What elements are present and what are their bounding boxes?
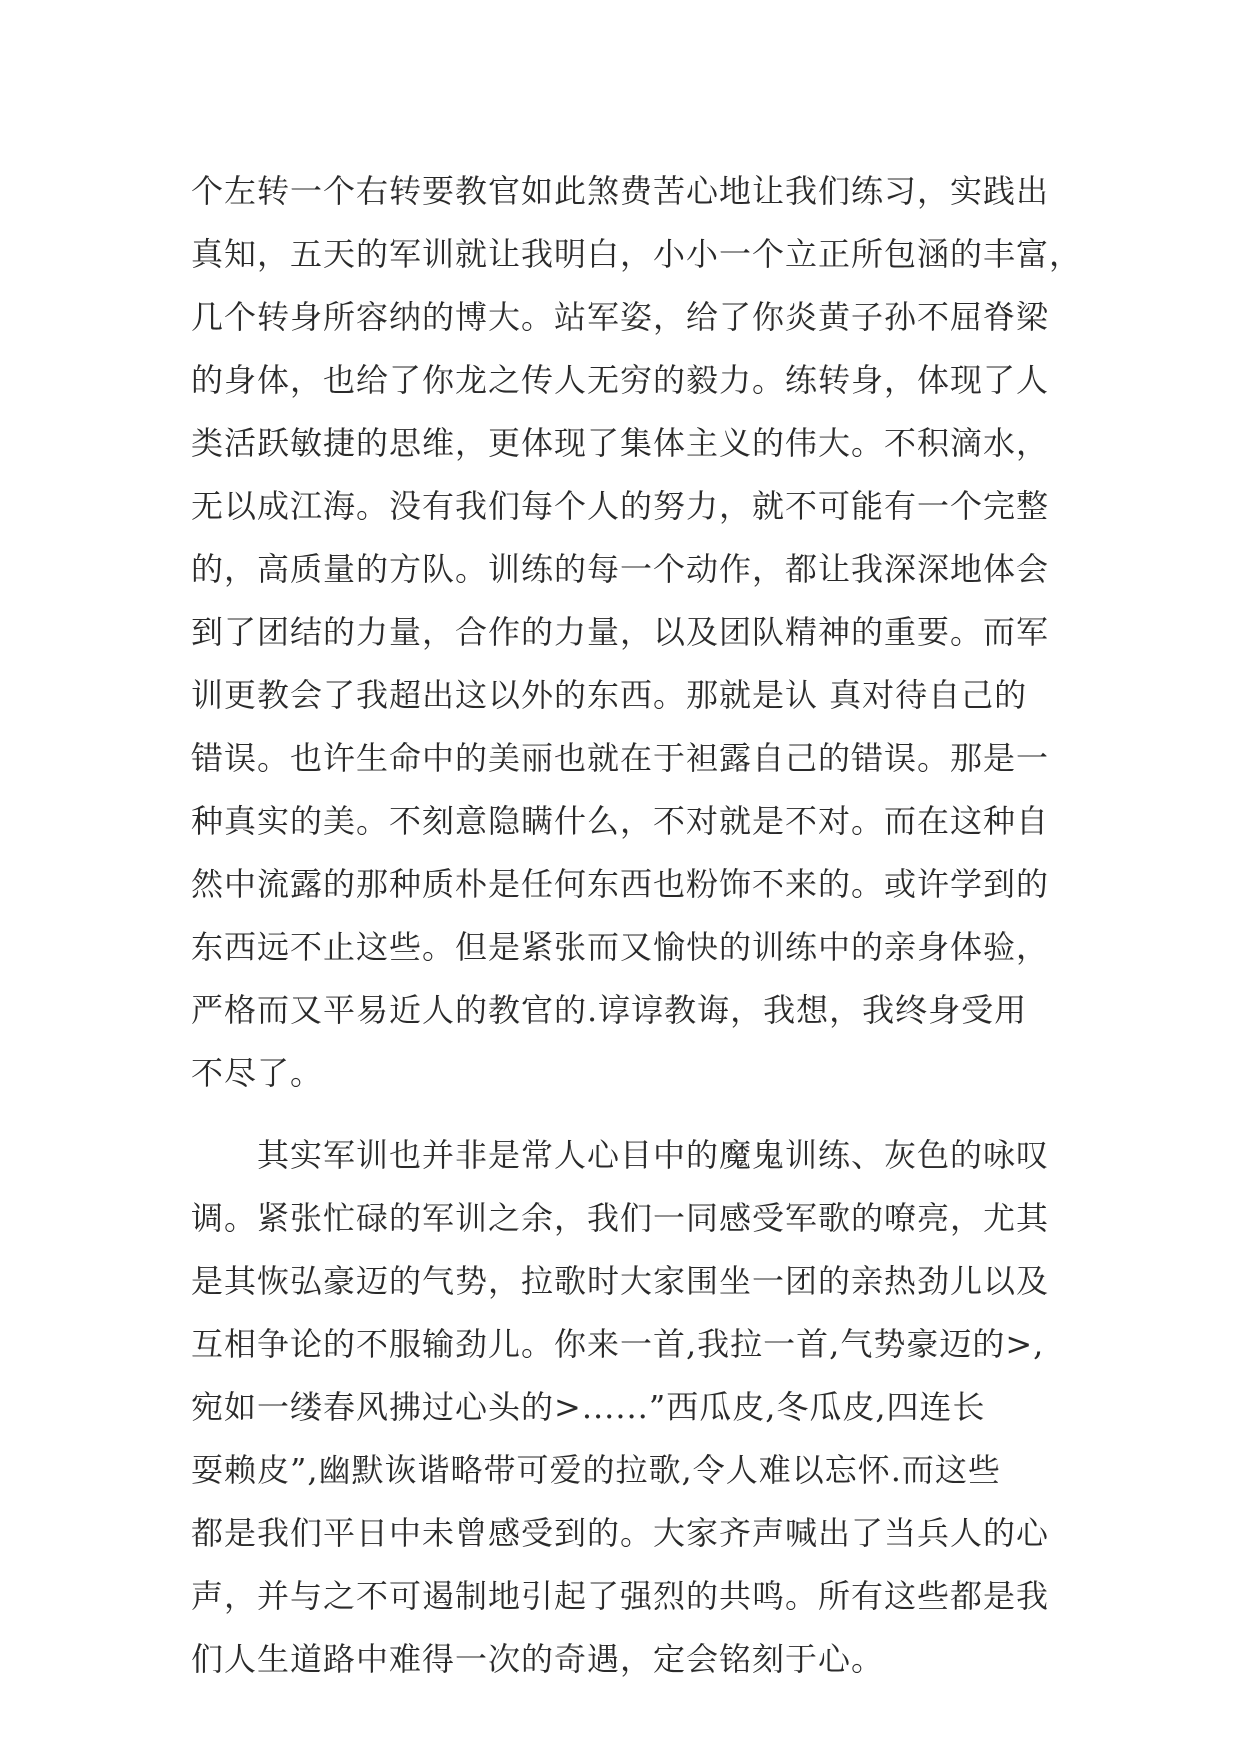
text-line: 宛如一缕春风拂过心头的>......”西瓜皮,冬瓜皮,四连长 [191,1388,986,1426]
text-line: 真知，五天的军训就让我明白，小小一个立正所包涵的丰富， [191,235,1083,273]
text-line: 都是我们平日中未曾感受到的。大家齐声喊出了当兵人的心 [191,1514,1050,1552]
text-line: 严格而又平易近人的教官的.谆谆教诲，我想，我终身受用 [191,991,1028,1029]
text-line: 的身体，也给了你龙之传人无穷的毅力。练转身，体现了人 [191,361,1050,399]
text-line: 个左转一个右转要教官如此煞费苦心地让我们练习，实践出 [191,172,1050,210]
text-line-indented: 其实军训也并非是常人心目中的魔鬼训练、灰色的咏叹 [257,1136,1050,1174]
paragraph-1 [191,160,1083,1105]
text-line: 声，并与之不可遏制地引起了强烈的共鸣。所有这些都是我 [191,1577,1050,1615]
text-line: 类活跃敏捷的思维，更体现了集体主义的伟大。不积滴水， [191,424,1050,462]
paragraph-2 [191,1124,1071,1691]
text-line: 东西远不止这些。但是紧张而又愉快的训练中的亲身体验， [191,928,1050,966]
text-line: 种真实的美。不刻意隐瞒什么，不对就是不对。而在这种自 [191,802,1050,840]
paragraph-gap [191,1105,1071,1124]
text-line: 耍赖皮”,幽默诙谐略带可爱的拉歌,令人难以忘怀.而这些 [191,1451,1001,1489]
text-line: 调。紧张忙碌的军训之余，我们一同感受军歌的嘹亮，尤其 [191,1199,1050,1237]
text-line: 几个转身所容纳的博大。站军姿，给了你炎黄子孙不屈脊梁 [191,298,1050,336]
text-line: 们人生道路中难得一次的奇遇，定会铭刻于心。 [191,1640,885,1678]
body-text [191,160,1083,1691]
text-line: 错误。也许生命中的美丽也就在于袒露自己的错误。那是一 [191,739,1050,777]
text-line: 到了团结的力量，合作的力量，以及团队精神的重要。而军 [191,613,1050,651]
text-line: 无以成江海。没有我们每个人的努力，就不可能有一个完整 [191,487,1050,525]
text-line: 不尽了。 [191,1054,324,1092]
text-line: 互相争论的不服输劲儿。你来一首,我拉一首,气势豪迈的>, [191,1325,1045,1363]
text-line: 然中流露的那种质朴是任何东西也粉饰不来的。或许学到的 [191,865,1050,903]
text-line: 是其恢弘豪迈的气势，拉歌时大家围坐一团的亲热劲儿以及 [191,1262,1050,1300]
text-line: 的，高质量的方队。训练的每一个动作，都让我深深地体会 [191,550,1050,588]
text-line: 训更教会了我超出这以外的东西。那就是认 真对待自己的 [191,676,1028,714]
